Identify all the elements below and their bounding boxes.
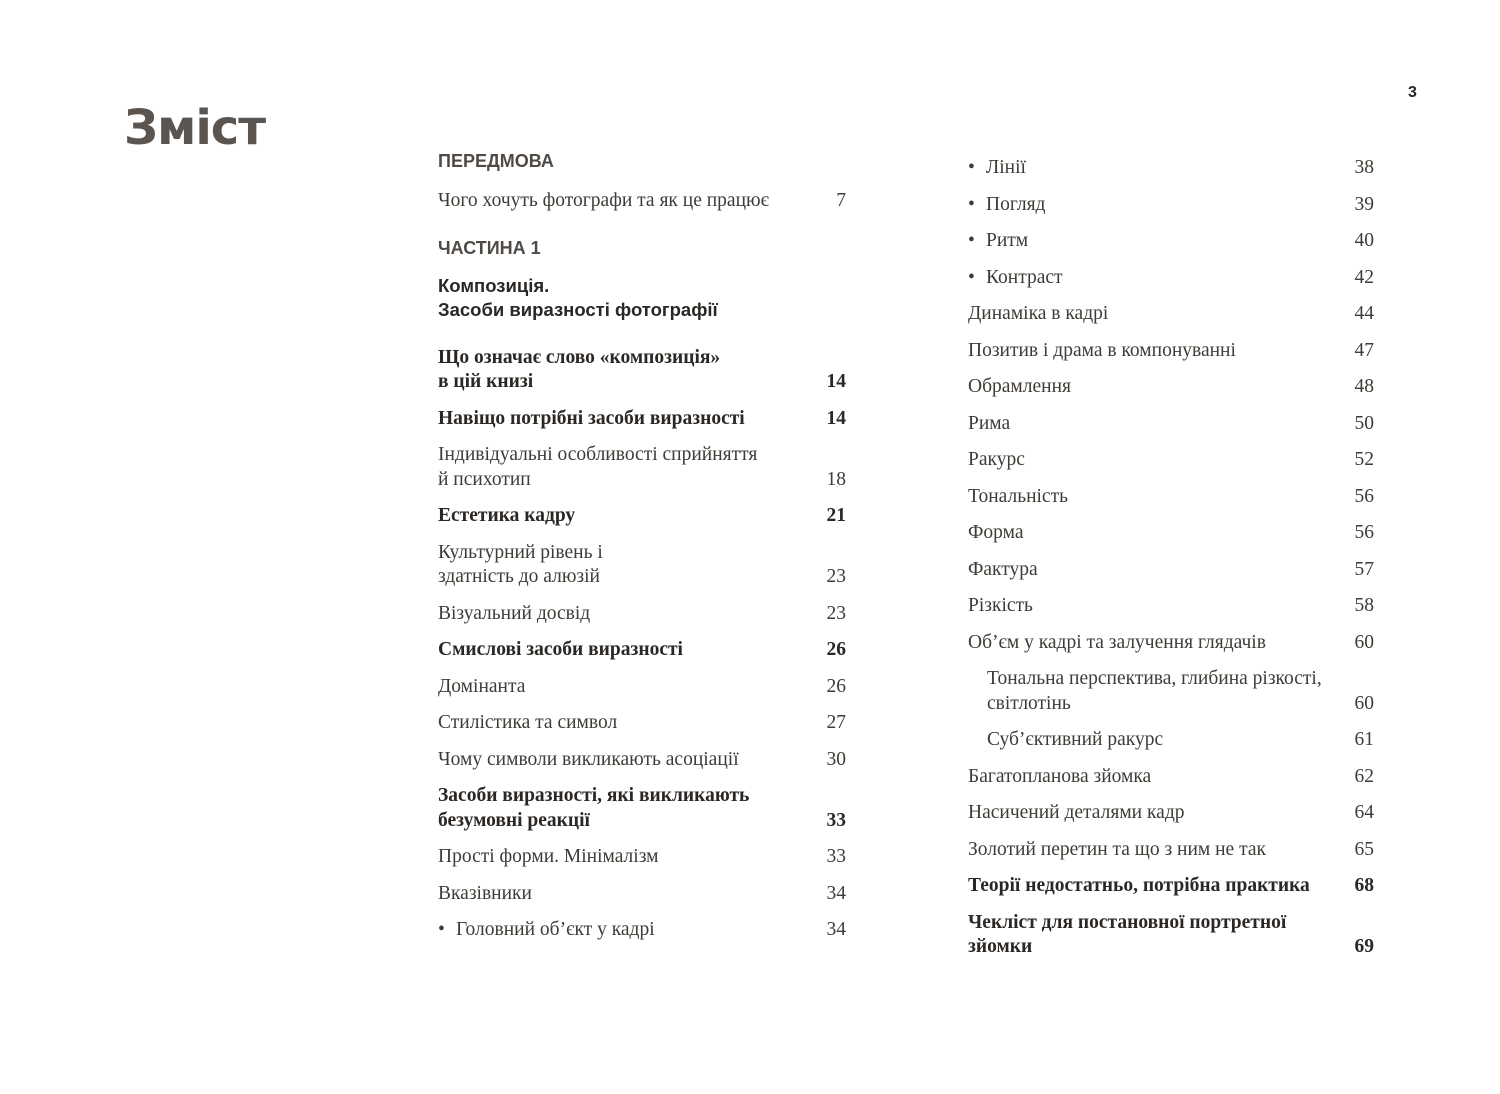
toc-entry[interactable] [438,638,846,663]
toc-entry-title: Навіщо потрібні засоби виразності [438,407,745,429]
toc-entry-page: 62 [1354,765,1374,787]
toc-entry-page: 23 [826,566,846,587]
toc-entry-title: Стилістика та символ [438,712,618,733]
toc-entry-page: 14 [826,407,846,429]
toc-entry-page: 34 [826,882,846,904]
toc-entry[interactable] [438,346,846,395]
toc-entry-page: 69 [1354,936,1374,957]
toc-entry-page: 57 [1354,558,1374,580]
toc-entry-page: 33 [826,809,846,831]
toc-entry[interactable] [968,448,1376,473]
toc-entry-title: Форма [968,522,1024,543]
toc-entry-page: 39 [1354,193,1374,215]
toc-entry[interactable] [968,412,1376,437]
toc-entry-page: 27 [826,712,846,733]
toc-entry-page: 18 [826,468,846,490]
toc-entry-title: Культурний рівень і здатність до алюзій [438,541,603,587]
toc-entry-title: Тональна перспектива, глибина різкості, світлотінь [987,668,1322,714]
toc-entry-page: 52 [1354,449,1374,470]
toc-entry[interactable] [968,765,1376,790]
toc-entry-title: Теорії недостатньо, потрібна практика [968,875,1310,896]
toc-entry-page: 42 [1354,266,1374,288]
toc-entry-page: 60 [1354,631,1374,653]
toc-entry-title: Фактура [968,558,1038,580]
toc-entry[interactable] [968,485,1376,510]
toc-entry-title: Чекліст для постановної портретної зйомки [968,911,1287,957]
toc-entry-title: Динаміка в кадрі [968,303,1109,324]
toc-entry[interactable] [968,911,1376,960]
toc-entry-title: Індивідуальні особливості сприйняття й психотип [438,444,758,490]
part-title [438,274,846,322]
toc-entry[interactable] [968,558,1376,583]
toc-entry[interactable] [438,918,846,943]
toc-entry[interactable] [438,784,846,833]
toc-entry-title: Різкість [968,595,1033,616]
toc-entry-page: 50 [1354,412,1374,434]
toc-entry-title: Вказівники [438,882,532,904]
toc-entry[interactable] [438,541,846,590]
toc-entry[interactable] [968,339,1376,364]
toc-entry-title: • Ритм [968,229,1048,254]
toc-entry[interactable] [438,504,846,529]
toc-entry[interactable] [438,407,846,432]
toc-entry[interactable] [968,229,1376,254]
toc-entry-title: Засоби виразності, які викликають безумовні реакції [438,785,750,831]
toc-entry-page: 34 [826,919,846,940]
toc-entry-page: 48 [1354,376,1374,397]
toc-entry[interactable] [968,302,1376,327]
toc-entry-page: 33 [826,846,846,867]
toc-entry[interactable] [968,801,1376,826]
part-title-line: Композиція. [438,274,550,296]
toc-entry[interactable] [968,728,1376,753]
part-title-line: Засоби виразності фотографії [438,298,718,320]
toc-entry-page: 58 [1354,595,1374,616]
toc-entry-page: 30 [826,748,846,770]
toc-entry-page: 61 [1354,729,1374,750]
toc-entry-page: 26 [826,675,846,697]
toc-entry[interactable] [438,602,846,627]
toc-entry-page: 21 [826,505,846,526]
toc-entry[interactable] [438,675,846,700]
toc-entry[interactable] [438,845,846,870]
toc-entry-title: • Погляд [968,193,1065,218]
toc-entry-title: Позитив і драма в компонуванні [968,339,1236,361]
toc-entry-page: 60 [1354,692,1374,714]
toc-entry[interactable] [968,631,1376,656]
toc-entry-title: Що означає слово «композиція» в цій книзі [438,346,721,392]
toc-entry-title: Прості форми. Мінімалізм [438,846,659,867]
toc-entry-title: • Контраст [968,266,1083,291]
toc-entry[interactable] [968,667,1376,716]
page-number: 3 [1408,84,1417,101]
toc-entry-title: Естетика кадру [438,505,576,526]
toc-entry[interactable] [438,443,846,492]
toc-entry-title: • Лінії [968,156,1046,181]
toc-entry-title: Багатопланова зйомка [968,765,1152,787]
toc-entry-title: Насичений деталями кадр [968,802,1185,823]
toc-entry-title: Домінанта [438,675,526,697]
toc-entry[interactable] [438,711,846,736]
toc-entry[interactable] [438,189,846,214]
toc-entry[interactable] [968,874,1376,899]
page-title: Зміст [124,100,266,156]
toc-entry-title: Об’єм у кадрі та залучення глядачів [968,631,1266,653]
toc-entry[interactable] [968,521,1376,546]
toc-entry-page: 65 [1354,838,1374,860]
toc-entry[interactable] [438,748,846,773]
toc-entry[interactable] [438,882,846,907]
toc-entry-page: 68 [1354,875,1374,896]
toc-entry-page: 26 [826,639,846,660]
toc-entry-title: • Головний об’єкт у кадрі [438,918,675,943]
toc-entry-title: Золотий перетин та що з ним не так [968,838,1266,860]
toc-entry-page: 56 [1354,522,1374,543]
toc-entry-page: 47 [1354,339,1374,361]
toc-right-column [968,156,1376,960]
section-heading-foreword: ПЕРЕДМОВА [438,151,554,171]
toc-entry-page: 38 [1354,157,1374,178]
toc-entry-title: Рима [968,412,1011,434]
toc-entry-page: 56 [1354,485,1374,507]
toc-entry[interactable] [968,156,1376,181]
toc-entry[interactable] [968,266,1376,291]
toc-entry-page: 14 [826,371,846,392]
toc-entry-page: 40 [1354,230,1374,251]
toc-entry-page: 44 [1354,303,1374,324]
toc-entry[interactable] [968,375,1376,400]
toc-entry[interactable] [968,838,1376,863]
toc-entry-page: 64 [1354,802,1374,823]
toc-entry-page: 23 [826,602,846,624]
toc-entry-title: Тональність [968,485,1069,507]
toc-entry[interactable] [968,193,1376,218]
toc-entry[interactable] [968,594,1376,619]
toc-entry-title: Чому символи викликають асоціації [438,748,739,770]
toc-entry-title: Ракурс [968,449,1025,470]
toc-entry-title: Смислові засоби виразності [438,639,683,660]
section-heading-part1: ЧАСТИНА 1 [438,237,541,258]
toc-left-column [438,151,846,943]
toc-entry-page: 7 [836,190,846,211]
toc-entry-title: Обрамлення [968,376,1071,397]
toc-entry-title: Візуальний досвід [438,602,591,624]
toc-entry-title: Суб’єктивний ракурс [987,729,1164,750]
toc-entry-title: Чого хочуть фотографи та як це працює [438,190,769,211]
